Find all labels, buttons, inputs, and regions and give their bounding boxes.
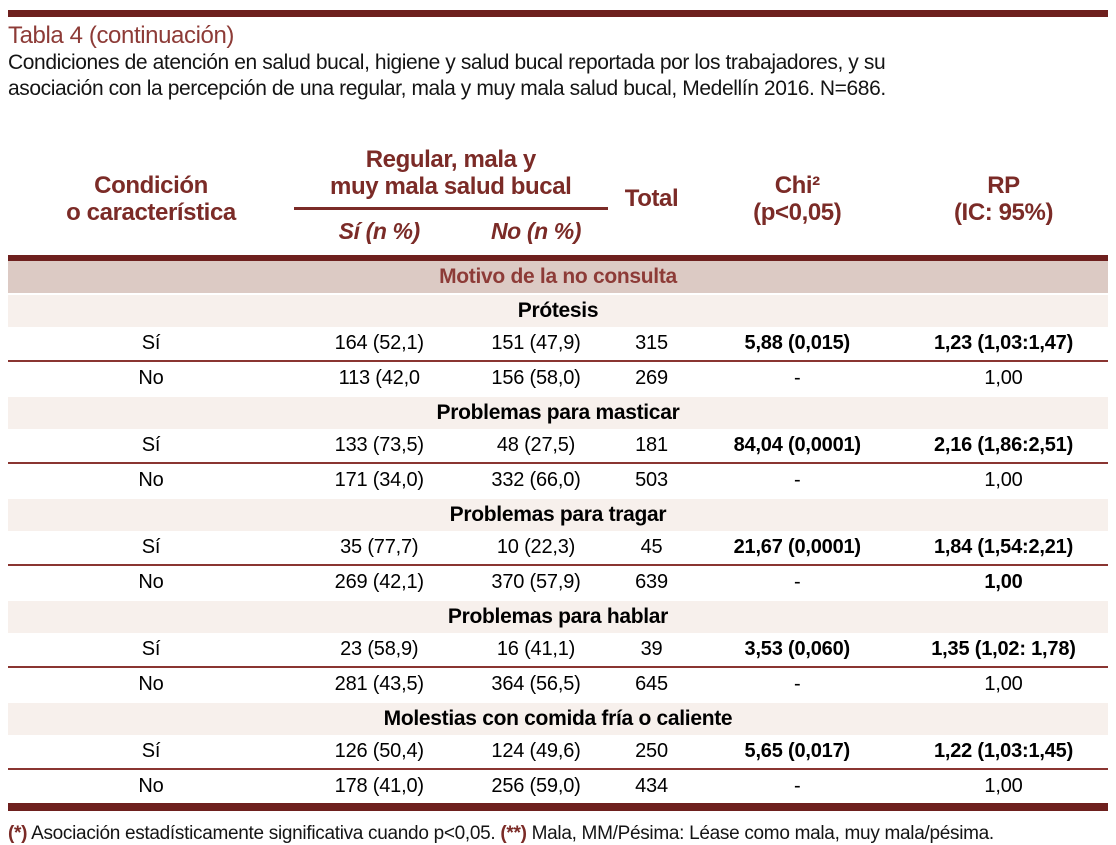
header-condition-line2: o característica: [66, 198, 236, 226]
cell-total: 645: [635, 673, 668, 695]
cell-chi: 84,04 (0,0001): [696, 429, 900, 463]
subsection-hablar: [8, 600, 1108, 633]
cell-total: 503: [635, 469, 668, 491]
header-chi2-line1: Chi²: [774, 171, 820, 199]
cell-chi: -: [794, 673, 801, 695]
cell-rp: 1,00: [984, 775, 1023, 797]
cell-chi: 5,65 (0,017): [696, 735, 900, 769]
cell-chi: -: [794, 571, 801, 593]
cell-no-n: 370 (57,9): [491, 571, 581, 593]
cell-condition: No: [138, 571, 164, 593]
cell-si-n: 269 (42,1): [334, 571, 424, 593]
cell-no-n: 124 (49,6): [465, 735, 608, 769]
section-band: [8, 261, 1108, 294]
footnote-text-1: Asociación estadísticamente significativa cuando p<0,05.: [31, 823, 496, 844]
header-rp-line2: (IC: 95%): [953, 198, 1054, 226]
cell-no-n: 10 (22,3): [465, 531, 608, 565]
cell-total: 315: [608, 327, 696, 361]
caption-line-1: Condiciones de atención en salud bucal, higiene y salud bucal reportada por los trabajadores, y su: [8, 51, 886, 74]
cell-total: 639: [635, 571, 668, 593]
cell-rp: 1,00: [984, 673, 1023, 695]
header-total: Total: [624, 185, 679, 212]
subsection-molestias: [8, 702, 1108, 735]
cell-no-n: 151 (47,9): [465, 327, 608, 361]
cell-chi: -: [794, 367, 801, 389]
cell-total: 250: [608, 735, 696, 769]
cell-chi: 5,88 (0,015): [696, 327, 900, 361]
table-footnote: [8, 823, 1108, 845]
cell-no-n: 48 (27,5): [465, 429, 608, 463]
table-header: [8, 142, 1108, 255]
cell-rp: 2,16 (1,86:2,51): [899, 429, 1108, 463]
cell-condition: Sí: [8, 735, 294, 769]
subsection-title: Problemas para hablar: [8, 600, 1108, 633]
top-rule-divider: [8, 10, 1108, 17]
cell-si-n: 164 (52,1): [294, 327, 465, 361]
cell-condition: No: [138, 673, 164, 695]
header-rp-line1: RP: [987, 171, 1020, 199]
cell-no-n: 16 (41,1): [465, 633, 608, 667]
header-group-line1: Regular, mala y: [365, 146, 536, 173]
results-table: [8, 142, 1108, 811]
cell-chi: 21,67 (0,0001): [696, 531, 900, 565]
cell-total: 434: [635, 775, 668, 797]
footnote-marker-1: (*): [8, 823, 28, 844]
header-chi2-line2: (p<0,05): [753, 198, 842, 226]
cell-chi: -: [794, 469, 801, 491]
cell-total: 269: [635, 367, 668, 389]
table-row: [8, 633, 1108, 667]
subsection-protesis: [8, 294, 1108, 327]
cell-no-n: 156 (58,0): [491, 367, 581, 389]
table-row: [8, 327, 1108, 361]
cell-si-n: 23 (58,9): [294, 633, 465, 667]
cell-rp: 1,00: [984, 367, 1023, 389]
header-si-column: Sí (n %): [338, 218, 420, 244]
cell-si-n: 178 (41,0): [334, 775, 424, 797]
cell-rp: 1,35 (1,02: 1,78): [899, 633, 1108, 667]
cell-si-n: 133 (73,5): [294, 429, 465, 463]
subsection-title: Problemas para masticar: [8, 396, 1108, 429]
cell-condition: Sí: [8, 327, 294, 361]
footnote-marker-2: (**): [500, 823, 527, 844]
cell-condition: Sí: [8, 633, 294, 667]
subsection-title: Problemas para tragar: [8, 498, 1108, 531]
table-caption: [8, 50, 1108, 102]
table-row: [8, 531, 1108, 565]
cell-si-n: 126 (50,4): [294, 735, 465, 769]
cell-si-n: 35 (77,7): [294, 531, 465, 565]
cell-condition: No: [138, 469, 164, 491]
header-rp: [899, 142, 1108, 255]
header-group-salud-bucal: [294, 142, 608, 209]
header-chi2: [696, 142, 900, 255]
cell-no-n: 364 (56,5): [491, 673, 581, 695]
subsection-masticar: [8, 396, 1108, 429]
header-group-line2: muy mala salud bucal: [330, 173, 572, 200]
caption-line-2: asociación con la percepción de una regular, mala y muy mala salud bucal, Medellín 2016. N=686.: [8, 77, 886, 100]
cell-si-n: 171 (34,0): [334, 469, 424, 491]
cell-si-n: 113 (42,0: [338, 367, 420, 389]
table-row: [8, 565, 1108, 600]
cell-rp: 1,23 (1,03:1,47): [899, 327, 1108, 361]
cell-condition: No: [138, 775, 164, 797]
header-condition: [8, 142, 294, 255]
cell-no-n: 256 (59,0): [491, 775, 581, 797]
cell-rp: 1,00: [984, 469, 1023, 491]
subsection-title: Prótesis: [8, 294, 1108, 327]
cell-si-n: 281 (43,5): [334, 673, 424, 695]
table-number-label: Tabla 4 (continuación): [8, 22, 235, 49]
section-band-title: Motivo de la no consulta: [8, 261, 1108, 294]
cell-rp: 1,84 (1,54:2,21): [899, 531, 1108, 565]
table-row: [8, 361, 1108, 396]
cell-no-n: 332 (66,0): [491, 469, 581, 491]
cell-rp: 1,00: [984, 571, 1023, 593]
cell-rp: 1,22 (1,03:1,45): [899, 735, 1108, 769]
table-row: [8, 667, 1108, 702]
table-row: [8, 769, 1108, 803]
cell-chi: -: [794, 775, 801, 797]
footnote-text-2: Mala, MM/Pésima: Léase como mala, muy mala/pésima.: [531, 823, 994, 844]
cell-total: 181: [608, 429, 696, 463]
header-no-column: No (n %): [490, 218, 582, 244]
cell-condition: Sí: [8, 429, 294, 463]
cell-condition: Sí: [8, 531, 294, 565]
cell-total: 39: [608, 633, 696, 667]
cell-total: 45: [608, 531, 696, 565]
subsection-title: Molestias con comida fría o caliente: [8, 702, 1108, 735]
cell-chi: 3,53 (0,060): [696, 633, 900, 667]
table-row: [8, 463, 1108, 498]
header-condition-line1: Condición: [94, 171, 208, 199]
cell-condition: No: [138, 367, 164, 389]
table-row: [8, 429, 1108, 463]
subsection-tragar: [8, 498, 1108, 531]
table-row: [8, 735, 1108, 769]
table-bottom-rule: [8, 803, 1108, 811]
